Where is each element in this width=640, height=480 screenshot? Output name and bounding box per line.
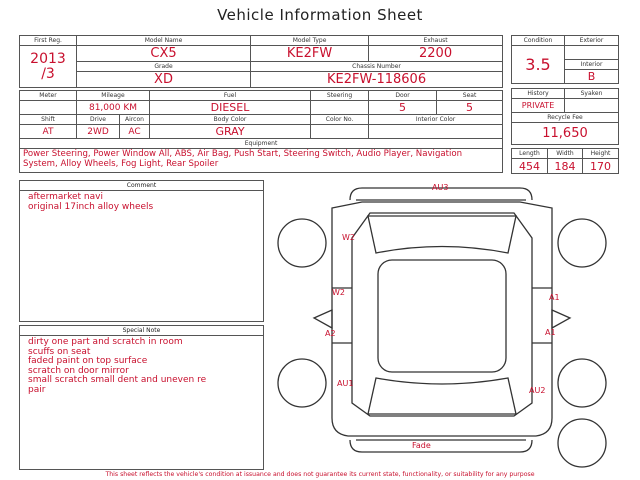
first-reg-label: First Reg.: [20, 36, 77, 46]
equipment-value: Power Steering, Power Window All, ABS, Air Bag, Push Start, Steering Switch, Audio Player, Navigation System, Alloy Wheels, Fog Light, Rear Spoiler: [20, 149, 503, 173]
condition-label: Condition: [512, 36, 565, 46]
dimensions-table: [511, 148, 619, 174]
length-label: Length: [512, 149, 548, 159]
fuel-value: DIESEL: [150, 101, 311, 115]
first-reg-year: 2013: [30, 50, 66, 67]
door-value: 5: [369, 101, 437, 115]
steering-label: Steering: [311, 91, 369, 101]
model-name-label: Model Name: [77, 36, 251, 46]
exhaust-label: Exhaust: [369, 36, 503, 46]
mark-w2-mid: W2: [332, 288, 345, 297]
equipment-label: Equipment: [20, 139, 503, 149]
special-note-label: Special Note: [20, 326, 263, 336]
history-label: History: [512, 89, 565, 99]
chassis-number-label: Chassis Number: [251, 62, 503, 72]
mileage-value: 81,000 KM: [77, 101, 150, 115]
wheel-rear-left: [278, 219, 326, 267]
first-reg-month: /3: [41, 65, 55, 82]
history-table: [511, 88, 619, 145]
aircon-value: AC: [120, 125, 150, 139]
exterior-value: [565, 46, 619, 60]
interior-color-value: [369, 125, 503, 139]
interior-value: B: [565, 70, 619, 84]
exhaust-value: 2200: [369, 46, 503, 62]
model-name-value: CX5: [77, 46, 251, 62]
comment-label: Comment: [20, 181, 263, 191]
seat-value: 5: [437, 101, 503, 115]
grade-label: Grade: [77, 62, 251, 72]
mark-front: Fade: [412, 441, 431, 450]
color-no-value: [311, 125, 369, 139]
wheel-rear-right: [558, 219, 606, 267]
mileage-label: Mileage: [77, 91, 150, 101]
mark-a2: A2: [325, 329, 336, 338]
mark-au1: AU1: [337, 379, 354, 388]
grade-value: XD: [77, 72, 251, 88]
body-outline: [332, 202, 552, 436]
mark-rear-top: AU3: [432, 183, 449, 192]
car-condition-diagram: [270, 178, 620, 470]
mark-a1-lower: A1: [545, 328, 556, 337]
height-value: 170: [583, 159, 619, 174]
length-value: 454: [512, 159, 548, 174]
door-label: Door: [369, 91, 437, 101]
roof: [352, 213, 532, 416]
mark-w2-rear: W2: [342, 233, 355, 242]
body-color-label: Body Color: [150, 115, 311, 125]
history-value: PRIVATE: [512, 99, 565, 113]
first-reg-value: [20, 46, 77, 88]
spare-wheel: [558, 419, 606, 467]
damage-marks: [325, 183, 560, 450]
rear-window: [368, 216, 516, 253]
special-note-box: [19, 325, 264, 470]
shift-label: Shift: [20, 115, 77, 125]
roof-panel: [378, 260, 506, 372]
condition-value: 3.5: [512, 46, 565, 84]
meter-label: Meter: [20, 91, 77, 101]
meter-value: [20, 101, 77, 115]
mark-a1-upper: A1: [549, 293, 560, 302]
wheel-front-left: [278, 359, 326, 407]
width-value: 184: [548, 159, 583, 174]
aircon-label: Aircon: [120, 115, 150, 125]
interior-label: Interior: [565, 60, 619, 70]
syaken-value: [565, 99, 619, 113]
syaken-label: Syaken: [565, 89, 619, 99]
chassis-number-value: KE2FW-118606: [251, 72, 503, 88]
special-note-text: dirty one part and scratch in room scuffs on seat faded paint on top surface scratch on door mirror small scratch small dent and uneven re pair: [28, 337, 207, 395]
shift-value: AT: [20, 125, 77, 139]
condition-table: [511, 35, 619, 84]
sheet-title: Vehicle Information Sheet: [217, 6, 423, 24]
exterior-label: Exterior: [565, 36, 619, 46]
disclaimer-footer: This sheet reflects the vehicle's condition at issuance and does not guarantee its current state, functionality, or suitability for any purpose: [105, 471, 535, 478]
model-type-value: KE2FW: [251, 46, 369, 62]
body-color-value: GRAY: [150, 125, 311, 139]
mark-au2: AU2: [529, 386, 546, 395]
windshield: [368, 378, 516, 414]
comment-text: aftermarket navi original 17inch alloy wheels: [28, 192, 154, 212]
comment-box: [19, 180, 264, 322]
interior-color-label: Interior Color: [369, 115, 503, 125]
recycle-fee-value: 11,650: [512, 123, 619, 145]
width-label: Width: [548, 149, 583, 159]
drive-label: Drive: [77, 115, 120, 125]
fuel-label: Fuel: [150, 91, 311, 101]
height-label: Height: [583, 149, 619, 159]
color-no-label: Color No.: [311, 115, 369, 125]
recycle-fee-label: Recycle Fee: [512, 113, 619, 123]
wheel-front-right: [558, 359, 606, 407]
drive-value: 2WD: [77, 125, 120, 139]
model-type-label: Model Type: [251, 36, 369, 46]
seat-label: Seat: [437, 91, 503, 101]
steering-value: [311, 101, 369, 115]
vehicle-info-table: [19, 35, 503, 173]
